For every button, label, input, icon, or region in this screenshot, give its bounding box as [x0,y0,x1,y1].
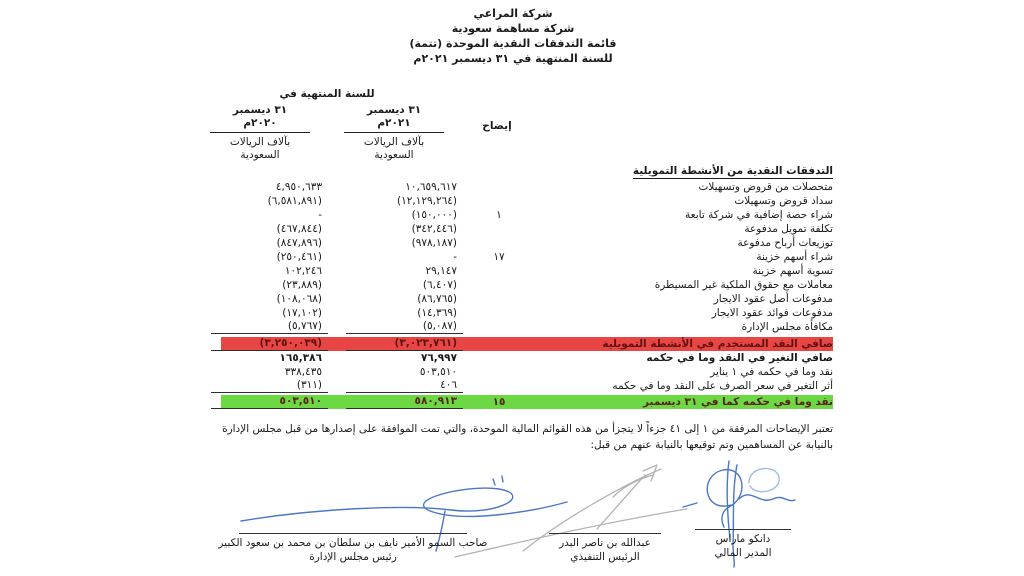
row-label: مدفوعات فوائد عقود الايجار [711,307,833,319]
section-val-2020 [193,164,328,180]
row-note [463,292,535,306]
row-value-2020: ١٠٢,٢٤٦ [284,265,322,277]
row-value-2021: (٨٦,٧٦٥) [417,293,457,305]
signer-name: عبدالله بن ناصر البدر [559,537,651,549]
signer-name: صاحب السمو الأمير نايف بن سلطان بن محمد بن سعود الكبير [218,537,488,549]
row-label: مكافأة مجلس الإدارة [741,321,833,333]
column-unit1-2021: بآلاف الريالات [363,136,425,148]
row-value-2021: ١٠,٦٥٩,٦١٧ [405,181,457,193]
row-label: تكلفة تمويل مدفوعة [744,223,833,235]
row-note [463,264,535,278]
signature-block-chairman [213,533,493,564]
signer-title: المدير المالي [714,547,772,559]
table-row [193,236,833,250]
section-header-row [193,164,833,180]
row-value-2020: (١٠٨,٠٦٨) [276,293,322,305]
column-year-2021: ٢٠٢١م [377,117,411,129]
period-group-header: للسنة المنتهية في [279,88,375,100]
row-note [463,222,535,236]
column-header-2020 [193,104,327,162]
row-note [463,180,535,194]
row-label: مدفوعات أصل عقود الايجار [713,293,833,305]
table-row [193,320,833,334]
table-row-cash-at-year-end [221,395,833,409]
row-value-2021: (١٥٠,٠٠٠) [411,209,457,221]
row-note [463,236,535,250]
column-unit2-2021: السعودية [374,149,414,161]
table-row [193,194,833,208]
row-note [463,306,535,320]
row-label: نقد وما في حكمه في ١ يناير [710,366,833,378]
row-value-2021: ٢٩,١٤٧ [425,265,457,277]
section-val-2021 [328,164,463,180]
row-value-2020: (٣١١) [211,379,328,393]
signature-block-ceo [549,533,661,564]
row-value-2020: - [318,209,322,221]
notes-integral-statement: تعتبر الإيضاحات المرفقة من ١ إلى ٤١ جزءاً لا يتجزأ من هذه القوائم المالية الموحدة، والتي تمت الموافقة على إصدارها من قبل مجلس الإدارة بالنيابة عن المساهمين وتم توقيعها بالنيابة عنهم من قبل: [222,423,833,451]
row-value-2021: (٦,٤٠٧) [422,279,457,291]
row-note [463,379,535,393]
row-value-2020: ٥٠٣,٥١٠ [211,395,328,409]
row-note: ١ [496,209,502,221]
row-value-2020: (٦,٥٨١,٨٩١) [267,195,322,207]
row-label: شراء حصة إضافية في شركة تابعة [685,209,833,221]
row-value-2020: (١٧,١٠٢) [282,307,322,319]
row-label: شراء أسهم خزينة [756,251,833,263]
section-note [463,164,535,180]
row-note [463,365,535,379]
row-value-2020: ٤,٩٥٠,٦٣٣ [275,181,322,193]
signatures-section [193,455,833,575]
row-value-2021: (١٤,٣٦٩) [417,307,457,319]
row-label: صافي التغير في النقد وما في حكمه [646,352,833,364]
row-label: توزيعات أرباح مدفوعة [737,237,833,249]
row-label: سداد قروض وتسهيلات [734,195,833,207]
signer-title: الرئيس التنفيذي [570,551,640,563]
row-value-2021: ٥٨٠,٩١٣ [346,395,463,409]
row-value-2020: (٢٣,٨٨٩) [282,279,322,291]
column-year-2020: ٢٠٢٠م [243,117,277,129]
column-unit2-2020: السعودية [240,149,280,161]
row-value-2020: (٥,٧٦٧) [211,320,328,334]
row-label: أثر التغير في سعر الصرف على النقد وما في حكمه [612,380,833,392]
company-type: شركة مساهمة سعودية [451,22,575,35]
row-note [463,194,535,208]
table-row [193,264,833,278]
row-value-2020: ١٦٥,٣٨٦ [279,352,322,364]
signer-title: رئيس مجلس الإدارة [309,551,397,563]
table-row [193,351,833,365]
section-title [535,164,833,180]
row-label: تسوية أسهم خزينة [752,265,833,277]
row-label: متحصلات من قروض وتسهيلات [698,181,833,193]
table-row [193,250,833,264]
column-rule-2020 [210,132,310,133]
statement-title: قائمة التدفقات النقدية الموحدة (تتمة) [409,37,617,50]
row-label: معاملات مع حقوق الملكية غير المسيطرة [654,279,833,291]
row-value-2020: (٢٥٠,٤٦١) [276,251,322,263]
row-label: نقد وما في حكمه كما في ٣١ ديسمبر [643,396,833,408]
table-row [193,208,833,222]
row-note [463,351,535,365]
row-value-2021: - [453,251,457,263]
row-value-2021: ٧٦,٩٩٧ [420,352,457,364]
row-value-2021: (٩٧٨,١٨٧) [411,237,457,249]
row-value-2020: (٣,٢٥٠,٠٣٩) [211,337,328,351]
row-value-2020: (٨٤٧,٨٩٦) [276,237,322,249]
row-value-2021: (٣٤٢,٤٤٦) [411,223,457,235]
note-column-header: إيضاح [482,120,512,132]
signer-name: دانكو ماراس [715,533,771,545]
signature-line [695,529,791,530]
row-value-2021: ٥٠٣,٥١٠ [419,366,457,378]
table-row [193,222,833,236]
column-header-2021 [327,104,461,162]
cashflow-table [193,88,833,409]
row-value-2020: ٣٣٨,٤٣٥ [284,366,322,378]
statement-period: للسنة المنتهية في ٣١ ديسمبر ٢٠٢١م [413,52,613,65]
row-note: ١٥ [492,396,506,408]
signature-line [239,533,467,534]
table-row [193,365,833,379]
row-value-2020: (٤٦٧,٨٤٤) [276,223,322,235]
column-date-2020: ٣١ ديسمبر [232,104,288,116]
signature-line [549,533,661,534]
signature-block-cfo [695,529,791,560]
row-value-2021: (١٢,١٢٩,٢٦٤) [396,195,457,207]
row-note [463,320,535,334]
row-note [463,337,535,351]
table-row [193,292,833,306]
row-note [463,278,535,292]
table-row [193,306,833,320]
company-name: شركة المراعي [473,7,553,20]
row-value-2021: (٥,٠٨٧) [346,320,463,334]
row-value-2021: (٣,٠٢٣,٧٦١) [346,337,463,351]
table-row [193,278,833,292]
section-title-text: التدفقات النقدية من الأنشطة التمويلية [632,165,833,177]
table-row [193,180,833,194]
column-rule-2021 [344,132,444,133]
column-unit1-2020: بآلاف الريالات [229,136,291,148]
row-note: ١٧ [493,251,505,263]
column-date-2021: ٣١ ديسمبر [366,104,422,116]
row-value-2021: ٤٠٦ [346,379,463,393]
document-header [193,6,833,66]
row-label: صافي النقد المستخدم في الأنشطة التمويلية [602,338,833,350]
table-row [193,379,833,393]
table-row-net-financing [221,337,833,351]
